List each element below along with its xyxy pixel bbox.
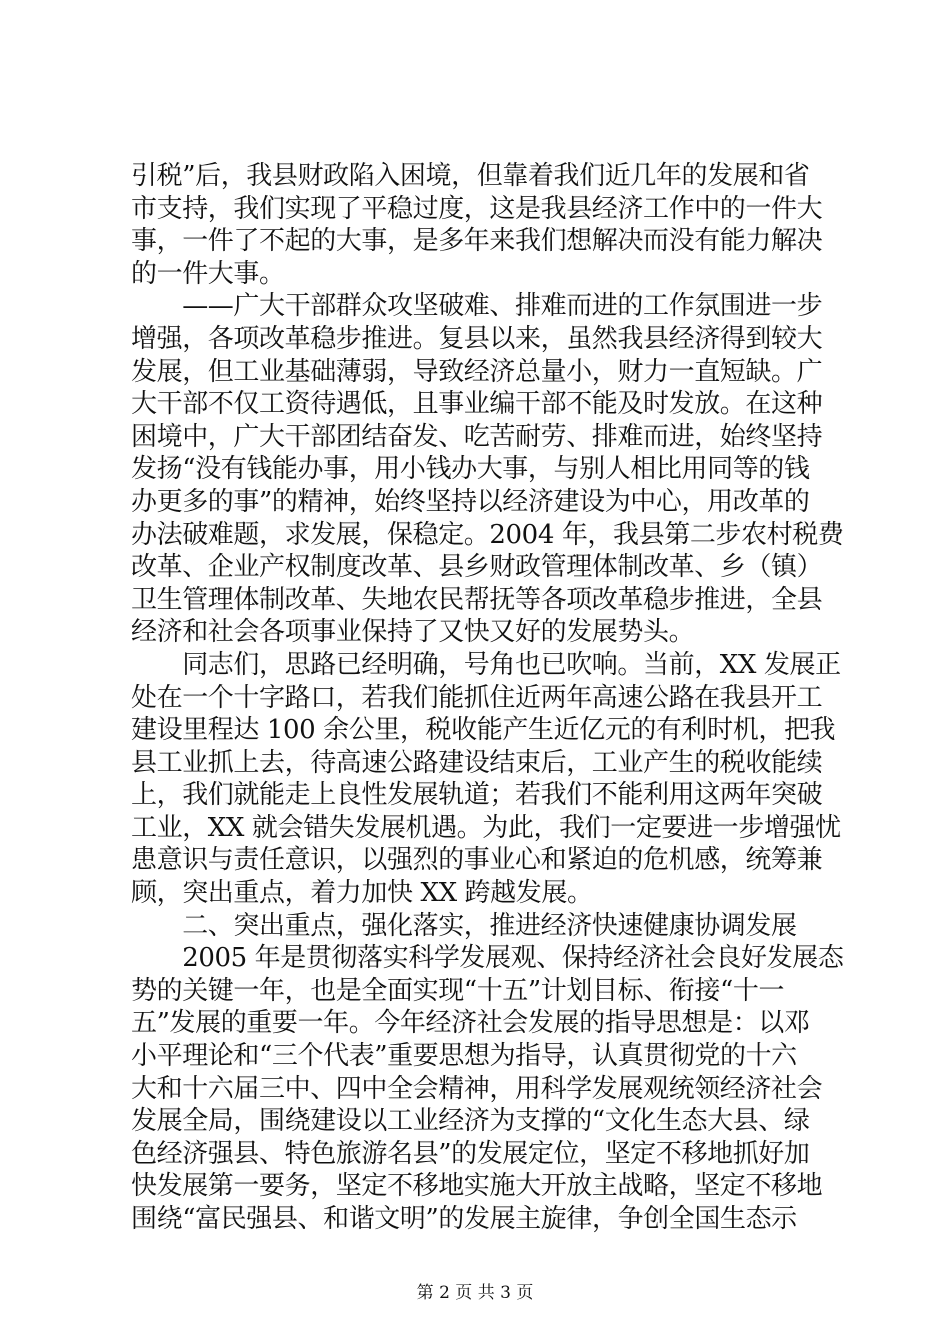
text-line: 色经济强县、特色旅游名县”的发展定位，坚定不移地抓好加 [131, 1138, 810, 1169]
text-line: 患意识与责任意识，以强烈的事业心和紧迫的危机感，统筹兼 [131, 845, 823, 876]
text-line: 引税”后，我县财政陷入困境，但靠着我们近几年的发展和省 [131, 161, 810, 191]
text-line: 同志们，思路已经明确，号角也已吹响。当前，XX 发展正 [131, 649, 841, 680]
text-line: 发扬“没有钱能办事，用小钱办大事，与别人相比用同等的钱 [131, 454, 810, 485]
text-line: 工业，XX 就会错失发展机遇。为此，我们一定要进一步增强忧 [131, 812, 841, 843]
text-line: 困境中，广大干部团结奋发、吃苦耐劳、排难而进，始终坚持 [131, 421, 823, 452]
section-heading: 二、突出重点，强化落实，推进经济快速健康协调发展 [131, 910, 797, 941]
text-line: ——广大干部群众攻坚破难、排难而进的工作氛围进一步 [131, 291, 823, 322]
text-line: 事，一件了不起的大事，是多年来我们想解决而没有能力解决 [131, 226, 823, 257]
text-line: 顾，突出重点，着力加快 XX 跨越发展。 [131, 878, 593, 909]
text-line: 五”发展的重要一年。今年经济社会发展的指导思想是：以邓 [131, 1008, 810, 1039]
text-line: 快发展第一要务，坚定不移地实施大开放主战略，坚定不移地 [131, 1171, 823, 1202]
text-line: 大干部不仅工资待遇低，且事业编干部不能及时发放。在这种 [131, 389, 823, 420]
document-body [131, 160, 844, 1236]
text-line: 2005 年是贯彻落实科学发展观、保持经济社会良好发展态 [131, 943, 844, 974]
text-line: 改革、企业产权制度改革、县乡财政管理体制改革、乡（镇） [131, 552, 823, 583]
text-line: 建设里程达 100 余公里，税收能产生近亿元的有利时机，把我 [131, 715, 836, 746]
text-line: 办法破难题，求发展，保稳定。2004 年，我县第二步农村税费 [131, 519, 844, 550]
text-line: 上，我们就能走上良性发展轨道；若我们不能利用这两年突破 [131, 780, 823, 811]
text-line: 发展，但工业基础薄弱，导致经济总量小，财力一直短缺。广 [131, 356, 823, 387]
text-line: 大和十六届三中、四中全会精神，用科学发展观统领经济社会 [131, 1073, 823, 1104]
page-footer: 第 2 页 共 3 页 [416, 1283, 534, 1303]
text-line: 办更多的事”的精神，始终坚持以经济建设为中心，用改革的 [131, 486, 810, 517]
text-line: 经济和社会各项事业保持了又快又好的发展势头。 [131, 617, 695, 648]
text-line: 小平理论和“三个代表”重要思想为指导，认真贯彻党的十六 [131, 1041, 797, 1072]
text-line: 围绕“富民强县、和谐文明”的发展主旋律，争创全国生态示 [131, 1204, 797, 1234]
text-line: 卫生管理体制改革、失地农民帮抚等各项改革稳步推进，全县 [131, 584, 823, 615]
text-line: 发展全局，围绕建设以工业经济为支撑的“文化生态大县、绿 [131, 1106, 810, 1137]
text-line: 处在一个十字路口，若我们能抓住近两年高速公路在我县开工 [131, 682, 823, 713]
text-line: 市支持，我们实现了平稳过度，这是我县经济工作中的一件大 [131, 193, 823, 224]
text-line: 的一件大事。 [131, 258, 285, 289]
text-line: 势的关键一年，也是全面实现“十五”计划目标、衔接“十一 [131, 975, 785, 1006]
text-line: 县工业抓上去，待高速公路建设结束后，工业产生的税收能续 [131, 747, 823, 778]
text-line: 增强，各项改革稳步推进。复县以来，虽然我县经济得到较大 [131, 323, 823, 354]
